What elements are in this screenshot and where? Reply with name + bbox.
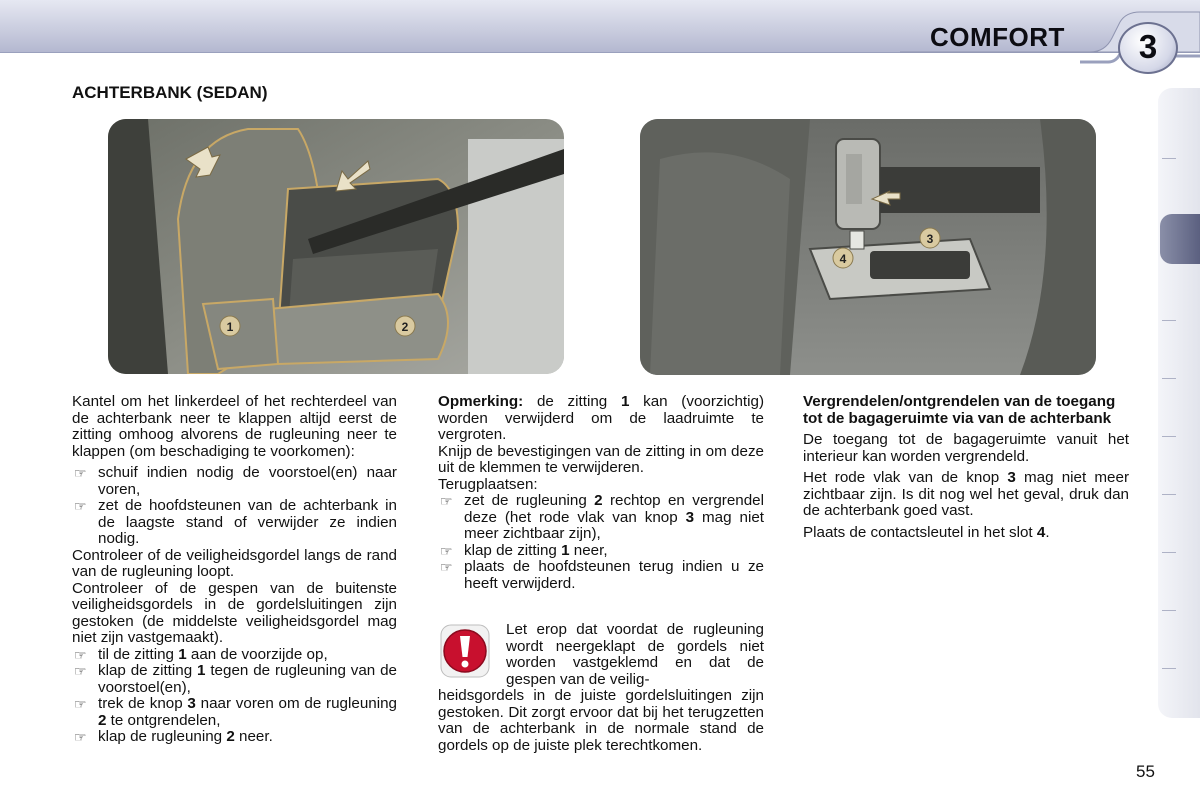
ref-number: 3 bbox=[187, 695, 196, 712]
side-index-tick bbox=[1162, 552, 1176, 553]
list-item bbox=[72, 696, 397, 729]
bullet-text: schuif indien nodig de voorstoel(en) naar voren, bbox=[98, 464, 397, 498]
squeeze-paragraph: Knijp de bevestigingen van de zitting in om deze uit de klemmen te verwijderen. bbox=[438, 442, 764, 476]
warning-exclamation-icon bbox=[440, 624, 490, 678]
lock-paragraph-1: De toegang tot de bagageruimte vanuit het interieur kan worden vergrendeld. bbox=[803, 431, 1129, 465]
side-index-tick bbox=[1162, 436, 1176, 437]
bullet-text: klap de zitting bbox=[464, 541, 562, 559]
refit-heading: Terugplaatsen: bbox=[438, 475, 538, 493]
bullet-text: til de zitting bbox=[98, 645, 179, 663]
pointing-hand-icon: ☞ bbox=[74, 646, 87, 663]
pointing-hand-icon: ☞ bbox=[440, 542, 453, 559]
bullet-text: te ontgrendelen, bbox=[106, 711, 221, 729]
list-item bbox=[72, 663, 397, 696]
column-3 bbox=[803, 394, 1129, 541]
pointing-hand-icon: ☞ bbox=[74, 663, 87, 679]
side-index-strip bbox=[1158, 88, 1200, 718]
note-text: de zitting bbox=[523, 393, 621, 410]
list-item bbox=[72, 498, 397, 548]
callout-3-label: 3 bbox=[926, 232, 934, 246]
side-index-tick bbox=[1162, 158, 1176, 159]
side-index-tick bbox=[1162, 320, 1176, 321]
side-index-tick bbox=[1162, 668, 1176, 669]
note-text: kan (voorzichtig) worden verwijderd om de laadruimte te vergroten. bbox=[438, 393, 764, 443]
chapter-number-badge bbox=[1118, 22, 1178, 74]
pointing-hand-icon: ☞ bbox=[440, 493, 453, 509]
ref-number: 2 bbox=[98, 711, 107, 729]
intro-paragraph: Kantel om het linkerdeel of het rechterdeel van de achterbank neer te klappen altijd eerst de zitting omhoog alvorens de rugleuning neer te klappen (om beschadiging te voorkomen): bbox=[72, 393, 397, 460]
bullet-text: rechtop en vergrendel deze (het rode vlak van knop bbox=[464, 492, 764, 526]
callout-4-label: 4 bbox=[839, 252, 847, 266]
column-2 bbox=[438, 394, 764, 592]
para-text: Het rode vlak van de knop bbox=[803, 469, 1008, 486]
bullet-text: klap de zitting bbox=[98, 662, 198, 679]
list-item bbox=[438, 543, 764, 560]
column-1 bbox=[72, 394, 397, 746]
section-title: ACHTERBANK (SEDAN) bbox=[72, 83, 268, 102]
callout-2-label: 2 bbox=[401, 320, 409, 334]
chapter-number: 3 bbox=[1138, 28, 1158, 65]
pointing-hand-icon: ☞ bbox=[74, 498, 87, 514]
ref-number: 4 bbox=[1036, 523, 1046, 541]
ref-number: 1 bbox=[178, 645, 187, 663]
bullet-text: naar voren om de rugleuning bbox=[195, 695, 397, 712]
page-number: 55 bbox=[1136, 762, 1155, 781]
bullet-text: plaats de hoofdsteunen terug indien u ze heeft verwijderd. bbox=[464, 558, 764, 592]
check-buckles-paragraph: Controleer of de gespen van de buitenste veiligheidsgordels in de gordelsluitingen zijn gestoken (de middelste veiligheidsgordel mag niet zijn vastgemaakt). bbox=[72, 579, 397, 646]
list-item bbox=[72, 729, 397, 746]
note-label: Opmerking: bbox=[438, 393, 524, 410]
bullet-text: trek de knop bbox=[98, 695, 188, 712]
list-item bbox=[72, 647, 397, 664]
bullet-text: tegen de rugleuning van de voorstoel(en), bbox=[98, 662, 397, 696]
list-item bbox=[438, 559, 764, 592]
ref-number: 2 bbox=[594, 492, 603, 509]
bullet-text: zet de hoofdsteunen van de achterbank in de laagste stand of verwijder ze indien nodig. bbox=[98, 497, 397, 547]
warning-text-bottom: heidsgordels in de juiste gordelsluitingen zijn gestoken. Dit zorgt ervoor dat bij het terugzetten van de achterbank in de normale stand de gordels op de juiste plek terechtkomen. bbox=[438, 687, 764, 754]
pointing-hand-icon: ☞ bbox=[74, 465, 87, 481]
ref-number: 1 bbox=[197, 662, 206, 679]
check-belt-paragraph: Controleer of de veiligheidsgordel langs de rand van de rugleuning loopt. bbox=[72, 546, 397, 580]
callout-1-label: 1 bbox=[226, 320, 234, 334]
ref-number: 2 bbox=[226, 728, 235, 745]
pointing-hand-icon: ☞ bbox=[74, 729, 87, 745]
lock-paragraph-2 bbox=[803, 470, 1129, 520]
bullet-text: neer. bbox=[234, 728, 273, 745]
side-index-tick bbox=[1162, 494, 1176, 495]
side-index-tick bbox=[1162, 378, 1176, 379]
pointing-hand-icon: ☞ bbox=[440, 559, 453, 575]
chapter-title: COMFORT bbox=[930, 22, 1065, 52]
bullet-text: zet de rugleuning bbox=[464, 492, 595, 509]
lock-paragraph-3 bbox=[803, 525, 1129, 542]
pointing-hand-icon: ☞ bbox=[74, 696, 87, 712]
para-text: . bbox=[1045, 523, 1050, 541]
bullet-text: aan de voorzijde op, bbox=[186, 645, 328, 663]
para-text: mag niet meer zichtbaar zijn. Is dit nog wel het geval, druk dan de achterbank goed vast. bbox=[803, 469, 1129, 519]
lock-heading: Vergrendelen/ontgrendelen van de toegang tot de bagageruimte via van de achterbank bbox=[803, 393, 1116, 427]
ref-number: 1 bbox=[561, 541, 570, 559]
ref-number: 3 bbox=[685, 508, 695, 526]
ref-number: 3 bbox=[1007, 469, 1016, 486]
bullet-text: mag niet meer zichtbaar zijn), bbox=[464, 508, 764, 542]
photo-rear-seat-folding bbox=[108, 119, 564, 374]
ref-number: 1 bbox=[620, 393, 630, 410]
note-paragraph bbox=[438, 394, 764, 444]
chapter-side-tab bbox=[1160, 214, 1200, 264]
para-text: Plaats de contactsleutel in het slot bbox=[803, 523, 1037, 541]
photo-trunk-access-lock bbox=[640, 119, 1096, 375]
bullet-text: klap de rugleuning bbox=[98, 728, 227, 745]
list-item bbox=[72, 465, 397, 498]
warning-text-top: Let erop dat voordat de rugleuning wordt neergeklapt de gordels niet worden vastgeklemd en dat de gespen van de veilig- bbox=[506, 621, 764, 688]
list-item bbox=[438, 493, 764, 543]
bullet-text: neer, bbox=[569, 541, 608, 559]
side-index-tick bbox=[1162, 610, 1176, 611]
